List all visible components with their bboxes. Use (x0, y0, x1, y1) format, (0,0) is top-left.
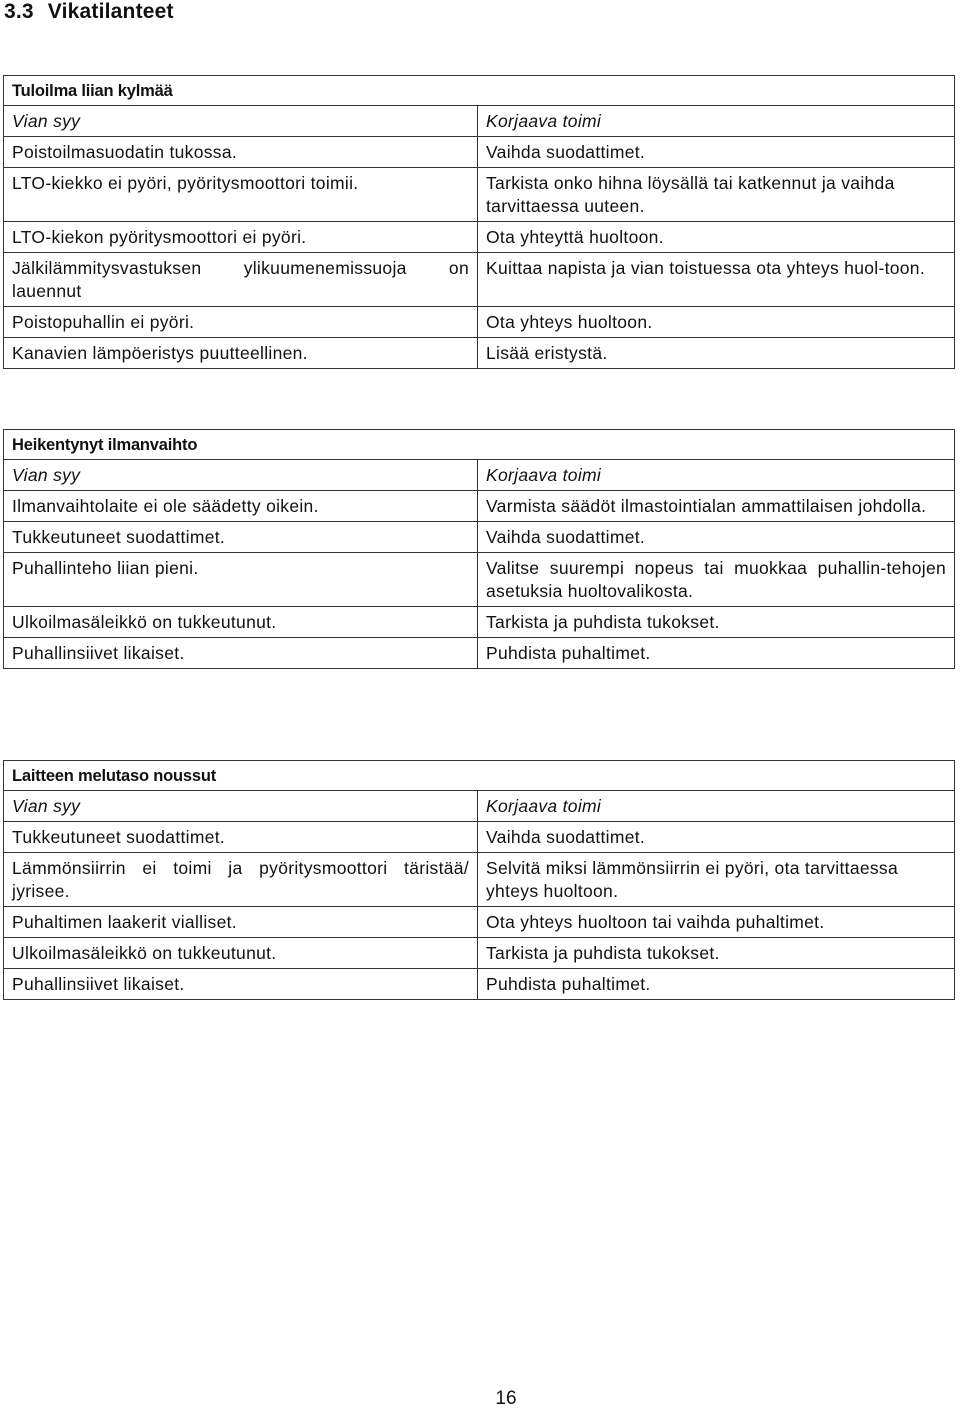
cause-cell: Lämmönsiirrin ei toimi ja pyöritysmoottori täristää/ jyrisee. (4, 853, 478, 907)
table-row (4, 822, 955, 853)
action-cell: Varmista säädöt ilmastointialan ammattilaisen johdolla. (478, 491, 955, 522)
table-row (4, 137, 955, 168)
column-header-cause: Vian syy (4, 791, 478, 822)
cause-cell: LTO-kiekko ei pyöri, pyöritysmoottori toimii. (4, 168, 478, 222)
cause-cell: Ulkoilmasäleikkö on tukkeutunut. (4, 607, 478, 638)
action-cell: Vaihda suodattimet. (478, 137, 955, 168)
fault-table-weak-ventilation (3, 429, 955, 669)
cause-cell: Ulkoilmasäleikkö on tukkeutunut. (4, 938, 478, 969)
cause-cell: Puhallinsiivet likaiset. (4, 638, 478, 669)
fault-table-noise-increased (3, 760, 955, 1000)
cause-cell: Poistopuhallin ei pyöri. (4, 307, 478, 338)
cause-cell: Tukkeutuneet suodattimet. (4, 822, 478, 853)
table-row (4, 638, 955, 669)
section-heading (4, 0, 174, 24)
cause-cell: Ilmanvaihtolaite ei ole säädetty oikein. (4, 491, 478, 522)
table-row (4, 338, 955, 369)
action-cell: Lisää eristystä. (478, 338, 955, 369)
action-cell: Ota yhteys huoltoon. (478, 307, 955, 338)
table-row (4, 938, 955, 969)
section-number: 3.3 (4, 0, 34, 23)
table-row (4, 222, 955, 253)
table-row (4, 553, 955, 607)
column-header-action: Korjaava toimi (478, 791, 955, 822)
table-title: Heikentynyt ilmanvaihto (4, 430, 955, 460)
page-number: 16 (495, 1388, 517, 1409)
fault-table-cold-supply-air (3, 75, 955, 369)
action-cell: Selvitä miksi lämmönsiirrin ei pyöri, ota tarvittaessa yhteys huoltoon. (478, 853, 955, 907)
column-header-action: Korjaava toimi (478, 460, 955, 491)
table-title: Laitteen melutaso noussut (4, 761, 955, 791)
action-cell: Puhdista puhaltimet. (478, 638, 955, 669)
column-header-cause: Vian syy (4, 106, 478, 137)
action-cell: Tarkista ja puhdista tukokset. (478, 938, 955, 969)
table-row (4, 853, 955, 907)
action-cell: Tarkista onko hihna löysällä tai katkennut ja vaihda tarvittaessa uuteen. (478, 168, 955, 222)
cause-cell: Tukkeutuneet suodattimet. (4, 522, 478, 553)
section-title: Vikatilanteet (47, 0, 174, 23)
action-cell: Tarkista ja puhdista tukokset. (478, 607, 955, 638)
table-row (4, 969, 955, 1000)
action-cell: Vaihda suodattimet. (478, 822, 955, 853)
cause-cell: Jälkilämmitysvastuksen ylikuumenemissuoja on lauennut (4, 253, 478, 307)
action-cell: Valitse suurempi nopeus tai muokkaa puhallin-tehojen asetuksia huoltovalikosta. (478, 553, 955, 607)
action-cell: Vaihda suodattimet. (478, 522, 955, 553)
cause-cell: Puhallinsiivet likaiset. (4, 969, 478, 1000)
cause-cell: Poistoilmasuodatin tukossa. (4, 137, 478, 168)
action-cell: Ota yhteyttä huoltoon. (478, 222, 955, 253)
column-header-cause: Vian syy (4, 460, 478, 491)
cause-cell: Puhallinteho liian pieni. (4, 553, 478, 607)
table-row (4, 307, 955, 338)
action-cell: Kuittaa napista ja vian toistuessa ota yhteys huol-toon. (478, 253, 955, 307)
cause-cell: Puhaltimen laakerit vialliset. (4, 907, 478, 938)
cause-cell: LTO-kiekon pyöritysmoottori ei pyöri. (4, 222, 478, 253)
cause-cell: Kanavien lämpöeristys puutteellinen. (4, 338, 478, 369)
table-title: Tuloilma liian kylmää (4, 76, 955, 106)
table-row (4, 253, 955, 307)
table-row (4, 168, 955, 222)
table-row (4, 522, 955, 553)
column-header-action: Korjaava toimi (478, 106, 955, 137)
action-cell: Ota yhteys huoltoon tai vaihda puhaltimet. (478, 907, 955, 938)
table-row (4, 607, 955, 638)
table-row (4, 491, 955, 522)
action-cell: Puhdista puhaltimet. (478, 969, 955, 1000)
table-row (4, 907, 955, 938)
